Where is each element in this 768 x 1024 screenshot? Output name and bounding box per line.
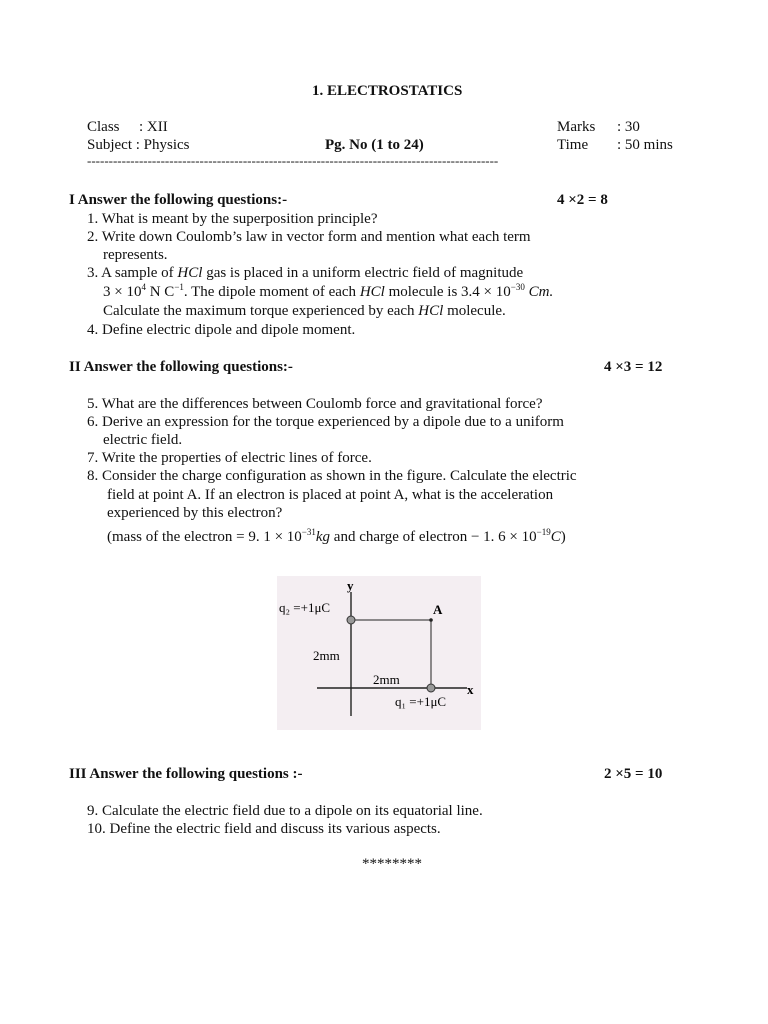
y-axis-label: y [347,578,354,593]
class-label: Class [87,119,120,135]
section-1-marks: 4 ×2 = 8 [557,192,608,208]
q1-label: q₁ =+1μC [395,694,447,709]
time-value: : 50 mins [617,137,673,153]
section-3-marks: 2 ×5 = 10 [604,766,663,782]
question-10: 10. Define the electric field and discuss its various aspects. [87,821,441,837]
section-2-heading: II Answer the following questions:- [69,359,293,375]
question-8-line-1: 8. Consider the charge configuration as shown in the figure. Calculate the electric [87,468,577,484]
section-3-heading: III Answer the following questions :- [69,766,303,782]
question-3-line-1: 3. A sample of HCl gas is placed in a uniform electric field of magnitude [87,265,524,281]
header-divider: ----------------------------------------------------------------------------------------------- [87,153,499,168]
subject-label: Subject : Physics [87,137,190,153]
marks-value: : 30 [617,119,640,135]
charge-q2-dot [347,616,355,624]
page-title: 1. ELECTROSTATICS [312,83,463,99]
question-4: 4. Define electric dipole and dipole moment. [87,322,356,338]
question-2-line-2: represents. [103,247,168,263]
charge-q1-dot [427,684,435,692]
question-7: 7. Write the properties of electric lines of force. [87,450,372,466]
vertical-distance-label: 2mm [313,648,340,663]
question-6-line-1: 6. Derive an expression for the torque experienced by a dipole due to a uniform [87,414,564,430]
marks-label: Marks [557,119,596,135]
section-1-heading: I Answer the following questions:- [69,192,288,208]
question-3-line-2: $3 \times 10^4$ N $C^{-1}$. The dipole moment of each HCl molecule is $3.4 \times 10^{-30}$ Cm. [103,282,554,300]
horizontal-distance-label: 2mm [373,672,400,687]
point-a-dot [429,618,433,622]
question-3-line-3: Calculate the maximum torque experienced by each HCl molecule. [103,303,506,319]
question-9: 9. Calculate the electric field due to a dipole on its equatorial line. [87,803,483,819]
question-8-line-3: experienced by this electron? [107,505,283,521]
x-axis-label: x [467,682,474,697]
question-5: 5. What are the differences between Coulomb force and gravitational force? [87,396,543,412]
q2-label: q₂ =+1μC [279,600,331,615]
section-2-marks: 4 ×3 = 12 [604,359,663,375]
class-value: : XII [139,119,168,135]
point-a-label: A [433,602,443,617]
charge-configuration-figure [277,576,481,730]
time-label: Time [557,137,589,153]
question-8-line-2: field at point A. If an electron is placed at point A, what is the acceleration [107,487,554,503]
footer-stars: ******** [362,856,422,872]
question-1: 1. What is meant by the superposition principle? [87,211,378,227]
question-2-line-1: 2. Write down Coulomb’s law in vector form and mention what each term [87,229,531,245]
question-6-line-2: electric field. [103,432,183,448]
page-range: Pg. No (1 to 24) [325,137,424,153]
charge-diagram [277,576,481,730]
question-8-line-4: (mass of the electron = 9. $1 \times 10^{-31}kg$ and charge of electron − 1. $6 \times 10^{-19}C$) [107,527,566,545]
